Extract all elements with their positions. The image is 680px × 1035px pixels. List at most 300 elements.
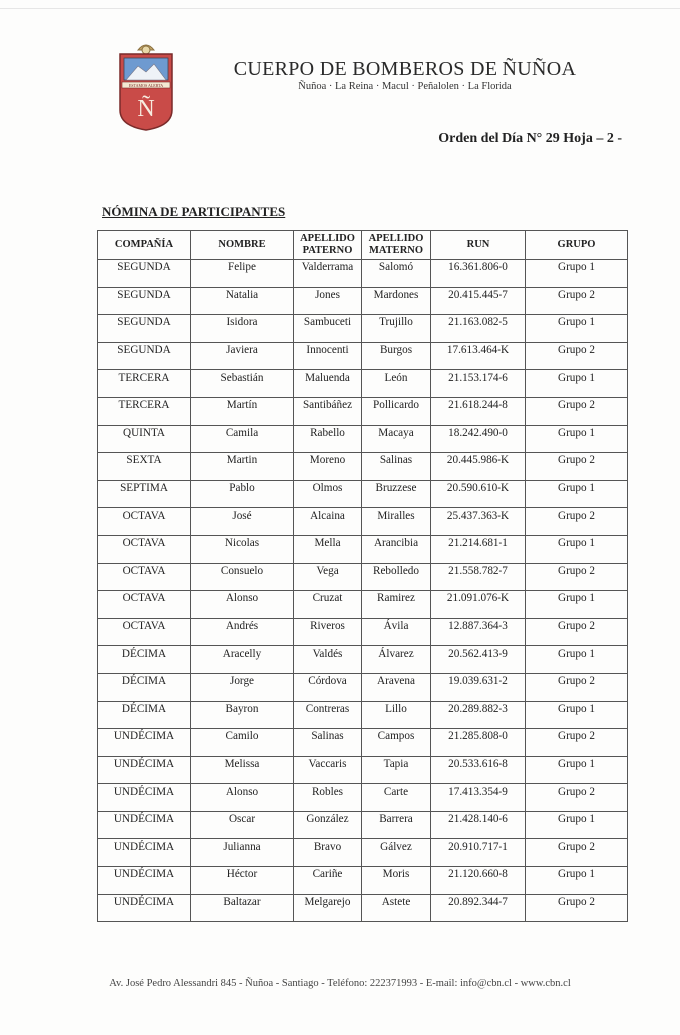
table-row xyxy=(98,673,628,701)
cell-company xyxy=(98,342,191,370)
cell-text: Lillo xyxy=(385,702,407,715)
cell-text: Rebolledo xyxy=(373,564,419,577)
column-header-maternal-surname xyxy=(362,231,431,260)
cell-group xyxy=(526,397,628,425)
cell-run xyxy=(431,370,526,398)
cell-maternal-surname xyxy=(362,784,431,812)
cell-paternal-surname xyxy=(294,701,362,729)
cell-first-name xyxy=(191,480,294,508)
table-body xyxy=(98,260,628,922)
cell-text: Grupo 1 xyxy=(558,647,595,660)
cell-first-name xyxy=(191,646,294,674)
cell-text: OCTAVA xyxy=(122,620,166,633)
cell-text: UNDÉCIMA xyxy=(113,757,175,770)
cell-maternal-surname xyxy=(362,342,431,370)
cell-group xyxy=(526,480,628,508)
cell-text: Vaccaris xyxy=(308,757,347,770)
cell-first-name xyxy=(191,370,294,398)
cell-text: Olmos xyxy=(312,482,343,495)
cell-group xyxy=(526,425,628,453)
cell-text: Grupo 2 xyxy=(558,620,595,633)
cell-text: 19.039.631-2 xyxy=(448,675,508,688)
cell-first-name xyxy=(191,729,294,757)
cell-group xyxy=(526,535,628,563)
cell-text: Grupo 1 xyxy=(558,316,595,329)
table-row xyxy=(98,480,628,508)
cell-first-name xyxy=(191,453,294,481)
cell-text: Grupo 2 xyxy=(558,840,595,853)
cell-group xyxy=(526,508,628,536)
cell-company xyxy=(98,839,191,867)
cell-maternal-surname xyxy=(362,563,431,591)
cell-text: Grupo 1 xyxy=(558,482,595,495)
cell-text: UNDÉCIMA xyxy=(113,730,175,743)
cell-text: 20.910.717-1 xyxy=(448,840,508,853)
organization-name: CUERPO DE BOMBEROS DE ÑUÑOA xyxy=(233,58,577,80)
cell-text: Grupo 1 xyxy=(558,813,595,826)
cell-paternal-surname xyxy=(294,811,362,839)
cell-text: Grupo 2 xyxy=(558,344,595,357)
cell-company xyxy=(98,701,191,729)
cell-maternal-surname xyxy=(362,701,431,729)
cell-text: 21.558.782-7 xyxy=(448,564,508,577)
cell-text: DÉCIMA xyxy=(121,675,167,688)
cell-text: Grupo 1 xyxy=(558,757,595,770)
cell-first-name xyxy=(191,315,294,343)
cell-company xyxy=(98,287,191,315)
cell-group xyxy=(526,811,628,839)
table-row xyxy=(98,867,628,895)
cell-maternal-surname xyxy=(362,618,431,646)
cell-run xyxy=(431,287,526,315)
cell-text: Nicolas xyxy=(224,537,260,550)
cell-text: Contreras xyxy=(305,702,350,715)
cell-text: Bravo xyxy=(313,840,342,853)
cell-text: Grupo 1 xyxy=(558,592,595,605)
cell-run xyxy=(431,867,526,895)
cell-group xyxy=(526,370,628,398)
table-row xyxy=(98,591,628,619)
cell-maternal-surname xyxy=(362,480,431,508)
cell-text: Isidora xyxy=(226,316,258,329)
cell-run xyxy=(431,673,526,701)
cell-company xyxy=(98,425,191,453)
crest-letter: Ñ xyxy=(137,96,155,122)
cell-text: Moris xyxy=(382,868,410,881)
cell-run xyxy=(431,618,526,646)
cell-run xyxy=(431,342,526,370)
column-header-first-name xyxy=(191,231,294,260)
cell-text: 21.163.082-5 xyxy=(448,316,508,329)
cell-text: Moreno xyxy=(309,454,346,467)
cell-company xyxy=(98,260,191,288)
cell-run xyxy=(431,729,526,757)
cell-company xyxy=(98,867,191,895)
cell-company xyxy=(98,370,191,398)
cell-run xyxy=(431,839,526,867)
cell-text: Mella xyxy=(314,537,341,550)
cell-run xyxy=(431,591,526,619)
cell-run xyxy=(431,811,526,839)
cell-text: Alcaina xyxy=(310,509,345,522)
cell-text: 20.892.344-7 xyxy=(448,895,508,908)
cell-paternal-surname xyxy=(294,673,362,701)
cell-run xyxy=(431,894,526,922)
cell-text: Melgarejo xyxy=(304,895,351,908)
cell-text: SEGUNDA xyxy=(117,261,171,274)
cell-first-name xyxy=(191,756,294,784)
cell-text: Trujillo xyxy=(379,316,413,329)
table-row xyxy=(98,370,628,398)
cell-text: Grupo 2 xyxy=(558,399,595,412)
cell-paternal-surname xyxy=(294,563,362,591)
cell-paternal-surname xyxy=(294,425,362,453)
cell-paternal-surname xyxy=(294,342,362,370)
cell-paternal-surname xyxy=(294,315,362,343)
cell-text: SEPTIMA xyxy=(120,482,168,495)
cell-text: Julianna xyxy=(223,840,261,853)
cell-text: 20.590.610-K xyxy=(446,482,510,495)
cell-maternal-surname xyxy=(362,729,431,757)
cell-text: UNDÉCIMA xyxy=(113,813,175,826)
cell-company xyxy=(98,618,191,646)
cell-paternal-surname xyxy=(294,480,362,508)
cell-text: Maluenda xyxy=(305,371,350,384)
cell-maternal-surname xyxy=(362,673,431,701)
cell-text: DÉCIMA xyxy=(121,702,167,715)
cell-text: Valdés xyxy=(312,647,343,660)
crest-banner-text: ESTAMOS ALERTA xyxy=(128,82,164,88)
cell-group xyxy=(526,673,628,701)
cell-text: Jones xyxy=(315,288,340,301)
cell-text: Riveros xyxy=(310,620,345,633)
cell-text: Barrera xyxy=(379,813,413,826)
table-header-row xyxy=(98,231,628,260)
cell-text: León xyxy=(384,371,408,384)
cell-first-name xyxy=(191,535,294,563)
cell-run xyxy=(431,701,526,729)
section-title: NÓMINA DE PARTICIPANTES xyxy=(102,204,286,219)
cell-text: Alonso xyxy=(225,785,259,798)
cell-text: Salinas xyxy=(379,454,413,467)
cell-first-name xyxy=(191,811,294,839)
cell-text: Gálvez xyxy=(380,840,412,853)
cell-text: Oscar xyxy=(228,813,256,826)
cell-maternal-surname xyxy=(362,756,431,784)
cell-text: 12.887.364-3 xyxy=(448,620,508,633)
cell-text: Grupo 1 xyxy=(558,261,595,274)
cell-text: 20.533.616-8 xyxy=(448,757,508,770)
cell-text: SEGUNDA xyxy=(117,344,171,357)
cell-text: Robles xyxy=(311,785,344,798)
table-row xyxy=(98,397,628,425)
cell-group xyxy=(526,563,628,591)
table-row xyxy=(98,342,628,370)
cell-text: Grupo 1 xyxy=(558,537,595,550)
cell-run xyxy=(431,397,526,425)
cell-text: Grupo 2 xyxy=(558,564,595,577)
cell-paternal-surname xyxy=(294,453,362,481)
cell-group xyxy=(526,342,628,370)
cell-text: Felipe xyxy=(228,261,256,274)
cell-text: Cariñe xyxy=(312,868,343,881)
cell-text: Grupo 2 xyxy=(558,730,595,743)
cell-text: Miralles xyxy=(377,509,415,522)
table-row xyxy=(98,287,628,315)
cell-first-name xyxy=(191,673,294,701)
cell-text: Córdova xyxy=(308,675,347,688)
cell-text: Jorge xyxy=(229,675,255,688)
cell-text: Sebastián xyxy=(220,371,264,384)
table-row xyxy=(98,811,628,839)
cell-group xyxy=(526,784,628,812)
cell-text: Bayron xyxy=(225,702,259,715)
cell-text: 20.289.882-3 xyxy=(448,702,508,715)
cell-text: Salomó xyxy=(378,261,414,274)
cell-text: OCTAVA xyxy=(122,537,166,550)
cell-text: Astete xyxy=(381,895,411,908)
column-header-paternal-surname xyxy=(294,231,362,260)
column-header-group xyxy=(526,231,628,260)
cell-text: Ávila xyxy=(383,620,409,633)
cell-company xyxy=(98,673,191,701)
organization-communes: Ñuñoa · La Reina · Macul · Peñalolen · La Florida xyxy=(298,81,512,92)
cell-paternal-surname xyxy=(294,287,362,315)
cell-text: Álvarez xyxy=(378,647,414,660)
table-row xyxy=(98,839,628,867)
cell-maternal-surname xyxy=(362,425,431,453)
cell-paternal-surname xyxy=(294,260,362,288)
cell-company xyxy=(98,729,191,757)
cell-maternal-surname xyxy=(362,535,431,563)
cell-maternal-surname xyxy=(362,370,431,398)
cell-text: José xyxy=(232,509,252,522)
cell-paternal-surname xyxy=(294,839,362,867)
cell-paternal-surname xyxy=(294,508,362,536)
cell-text: Javiera xyxy=(226,344,258,357)
cell-text: Natalia xyxy=(225,288,259,301)
fire-department-crest-logo xyxy=(116,40,176,132)
cell-text: Camila xyxy=(225,426,259,439)
table-row xyxy=(98,618,628,646)
cell-run xyxy=(431,508,526,536)
table-row xyxy=(98,894,628,922)
cell-maternal-surname xyxy=(362,894,431,922)
cell-text: Alonso xyxy=(225,592,259,605)
cell-text: 21.153.174-6 xyxy=(448,371,508,384)
cell-text: Pablo xyxy=(229,482,255,495)
cell-text: Grupo 1 xyxy=(558,868,595,881)
cell-first-name xyxy=(191,701,294,729)
cell-text: Baltazar xyxy=(223,895,261,908)
table-row xyxy=(98,784,628,812)
cell-first-name xyxy=(191,894,294,922)
cell-text: 20.562.413-9 xyxy=(448,647,508,660)
cell-first-name xyxy=(191,397,294,425)
cell-text: 21.214.681-1 xyxy=(448,537,508,550)
cell-text: 21.428.140-6 xyxy=(448,813,508,826)
scan-edge-line xyxy=(0,8,680,9)
cell-company xyxy=(98,646,191,674)
column-header-text: RUN xyxy=(466,239,490,250)
cell-text: SEGUNDA xyxy=(117,316,171,329)
cell-group xyxy=(526,646,628,674)
cell-text: 20.445.986-K xyxy=(446,454,510,467)
cell-text: UNDÉCIMA xyxy=(113,868,175,881)
cell-group xyxy=(526,756,628,784)
cell-text: Martín xyxy=(226,399,258,412)
cell-text: Pollicardo xyxy=(373,399,419,412)
cell-text: 21.285.808-0 xyxy=(448,730,508,743)
cell-company xyxy=(98,480,191,508)
cell-group xyxy=(526,839,628,867)
column-header-text: MATERNO xyxy=(368,245,424,256)
cell-group xyxy=(526,729,628,757)
cell-run xyxy=(431,535,526,563)
cell-first-name xyxy=(191,839,294,867)
table-row xyxy=(98,756,628,784)
cell-text: 20.415.445-7 xyxy=(448,288,508,301)
cell-first-name xyxy=(191,591,294,619)
cell-text: Sambuceti xyxy=(303,316,352,329)
cell-run xyxy=(431,563,526,591)
cell-company xyxy=(98,535,191,563)
cell-paternal-surname xyxy=(294,729,362,757)
table-row xyxy=(98,425,628,453)
cell-text: Vega xyxy=(316,564,339,577)
cell-text: Grupo 2 xyxy=(558,509,595,522)
table-row xyxy=(98,260,628,288)
column-header-text: APELLIDO xyxy=(368,233,424,244)
cell-text: Arancibia xyxy=(373,537,419,550)
cell-run xyxy=(431,260,526,288)
cell-run xyxy=(431,784,526,812)
cell-paternal-surname xyxy=(294,618,362,646)
cell-company xyxy=(98,563,191,591)
cell-text: Héctor xyxy=(226,868,258,881)
cell-maternal-surname xyxy=(362,397,431,425)
column-header-text: PATERNO xyxy=(302,245,353,256)
cell-first-name xyxy=(191,867,294,895)
cell-text: Grupo 1 xyxy=(558,702,595,715)
cell-text: SEXTA xyxy=(126,454,162,467)
cell-first-name xyxy=(191,618,294,646)
table-row xyxy=(98,508,628,536)
table-row xyxy=(98,646,628,674)
cell-text: 25.437.363-K xyxy=(446,509,510,522)
cell-first-name xyxy=(191,260,294,288)
cell-company xyxy=(98,453,191,481)
cell-first-name xyxy=(191,425,294,453)
cell-paternal-surname xyxy=(294,591,362,619)
participants-table xyxy=(97,230,628,922)
cell-text: UNDÉCIMA xyxy=(113,895,175,908)
cell-maternal-surname xyxy=(362,453,431,481)
column-header-text: NOMBRE xyxy=(218,239,266,250)
cell-company xyxy=(98,756,191,784)
cell-text: González xyxy=(306,813,349,826)
cell-paternal-surname xyxy=(294,535,362,563)
cell-text: Grupo 1 xyxy=(558,371,595,384)
cell-text: OCTAVA xyxy=(122,592,166,605)
cell-text: Ramirez xyxy=(377,592,415,605)
cell-text: Camilo xyxy=(225,730,259,743)
cell-text: Tapia xyxy=(383,757,409,770)
cell-company xyxy=(98,315,191,343)
table-row xyxy=(98,563,628,591)
cell-first-name xyxy=(191,342,294,370)
cell-text: SEGUNDA xyxy=(117,288,171,301)
column-header-company xyxy=(98,231,191,260)
cell-group xyxy=(526,867,628,895)
cell-text: Consuelo xyxy=(220,564,264,577)
column-header-run xyxy=(431,231,526,260)
cell-text: 17.413.354-9 xyxy=(448,785,508,798)
cell-text: DÉCIMA xyxy=(121,647,167,660)
cell-text: Melissa xyxy=(224,757,260,770)
cell-text: Burgos xyxy=(379,344,413,357)
cell-group xyxy=(526,315,628,343)
cell-company xyxy=(98,508,191,536)
cell-text: Martin xyxy=(226,454,258,467)
cell-group xyxy=(526,260,628,288)
cell-paternal-surname xyxy=(294,370,362,398)
cell-run xyxy=(431,756,526,784)
cell-paternal-surname xyxy=(294,894,362,922)
cell-first-name xyxy=(191,563,294,591)
cell-company xyxy=(98,591,191,619)
cell-paternal-surname xyxy=(294,784,362,812)
cell-text: Grupo 2 xyxy=(558,288,595,301)
cell-text: Salinas xyxy=(311,730,344,743)
cell-company xyxy=(98,894,191,922)
cell-text: Andrés xyxy=(225,620,259,633)
cell-group xyxy=(526,618,628,646)
cell-text: Aracelly xyxy=(222,647,262,660)
cell-run xyxy=(431,646,526,674)
cell-maternal-surname xyxy=(362,287,431,315)
cell-company xyxy=(98,784,191,812)
cell-run xyxy=(431,425,526,453)
cell-first-name xyxy=(191,784,294,812)
cell-paternal-surname xyxy=(294,756,362,784)
cell-group xyxy=(526,287,628,315)
cell-text: Macaya xyxy=(378,426,414,439)
cell-text: 21.091.076-K xyxy=(446,592,510,605)
cell-group xyxy=(526,894,628,922)
cell-text: Santibáñez xyxy=(302,399,353,412)
cell-group xyxy=(526,591,628,619)
cell-maternal-surname xyxy=(362,260,431,288)
cell-text: 21.120.660-8 xyxy=(448,868,508,881)
cell-text: Grupo 2 xyxy=(558,454,595,467)
cell-text: TERCERA xyxy=(118,371,170,384)
column-header-text: COMPAÑÍA xyxy=(114,239,174,250)
cell-maternal-surname xyxy=(362,508,431,536)
cell-text: 21.618.244-8 xyxy=(448,399,508,412)
table-row xyxy=(98,315,628,343)
cell-text: Valderrama xyxy=(301,261,354,274)
cell-maternal-surname xyxy=(362,591,431,619)
cell-first-name xyxy=(191,287,294,315)
cell-text: Grupo 2 xyxy=(558,895,595,908)
cell-text: Aravena xyxy=(377,675,415,688)
cell-maternal-surname xyxy=(362,646,431,674)
cell-maternal-surname xyxy=(362,315,431,343)
cell-first-name xyxy=(191,508,294,536)
cell-text: UNDÉCIMA xyxy=(113,840,175,853)
cell-maternal-surname xyxy=(362,867,431,895)
